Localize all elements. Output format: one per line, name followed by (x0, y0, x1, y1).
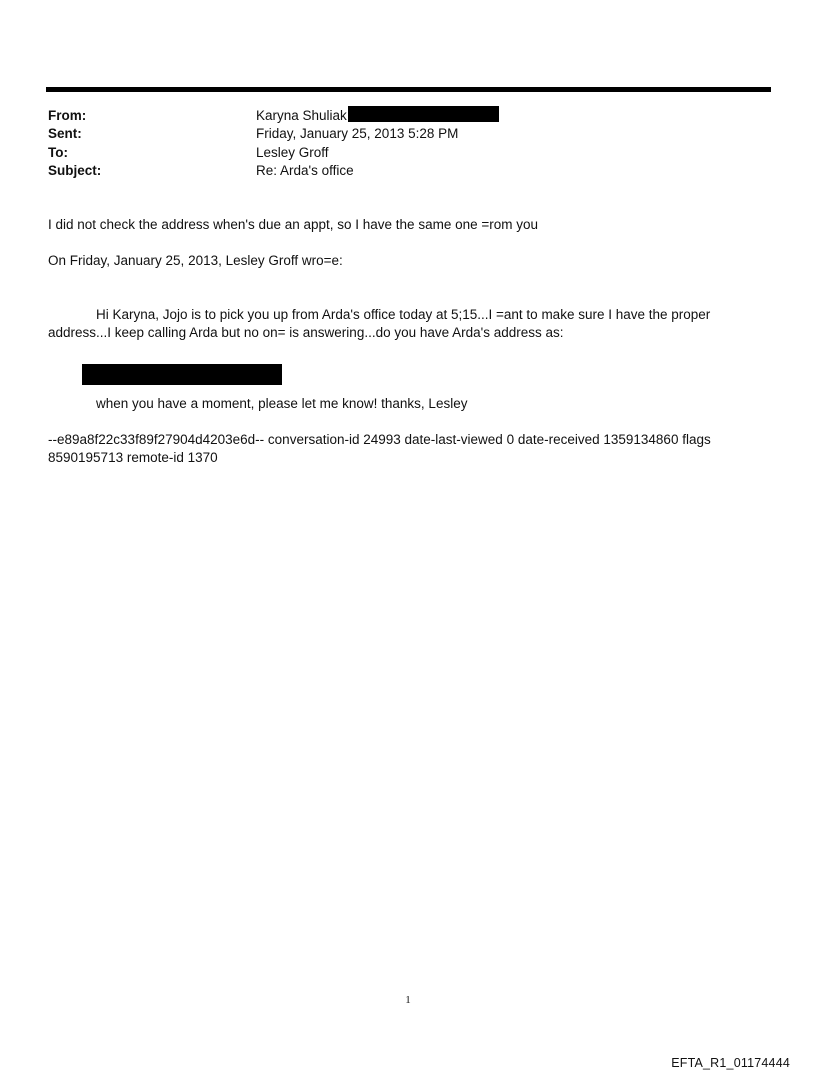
redaction-box (348, 106, 499, 122)
quoted-line-2: address...I keep calling Arda but no on= is answering...do you have Arda's address as: (48, 325, 564, 340)
page-number: 1 (405, 994, 411, 1006)
reply-text: I did not check the address when's due an appt, so I have the same one =rom you (48, 217, 539, 232)
bates-number: EFTA_R1_01174444 (671, 1056, 790, 1070)
redaction-box (82, 364, 282, 385)
metadata-line-1: --e89a8f22c33f89f27904d4203e6d-- conversation-id 24993 date-last-viewed 0 date-received 1359134860 flags (48, 432, 711, 447)
to-label: To: (48, 145, 68, 160)
sent-label: Sent: (48, 126, 82, 141)
header-divider (46, 87, 771, 92)
quoted-line-1: Hi Karyna, Jojo is to pick you up from Arda's office today at 5;15...I =ant to make sure I have the proper (96, 307, 711, 322)
quote-intro: On Friday, January 25, 2013, Lesley Groff wro=e: (48, 253, 343, 268)
quoted-closing: when you have a moment, please let me know! thanks, Lesley (96, 396, 468, 411)
metadata-line-2: 8590195713 remote-id 1370 (48, 450, 218, 465)
subject-label: Subject: (48, 163, 102, 178)
from-label: From: (48, 108, 87, 123)
sent-value: Friday, January 25, 2013 5:28 PM (256, 126, 459, 141)
subject-value: Re: Arda's office (256, 163, 354, 178)
to-value: Lesley Groff (256, 145, 329, 160)
from-value: Karyna Shuliak (256, 108, 347, 123)
